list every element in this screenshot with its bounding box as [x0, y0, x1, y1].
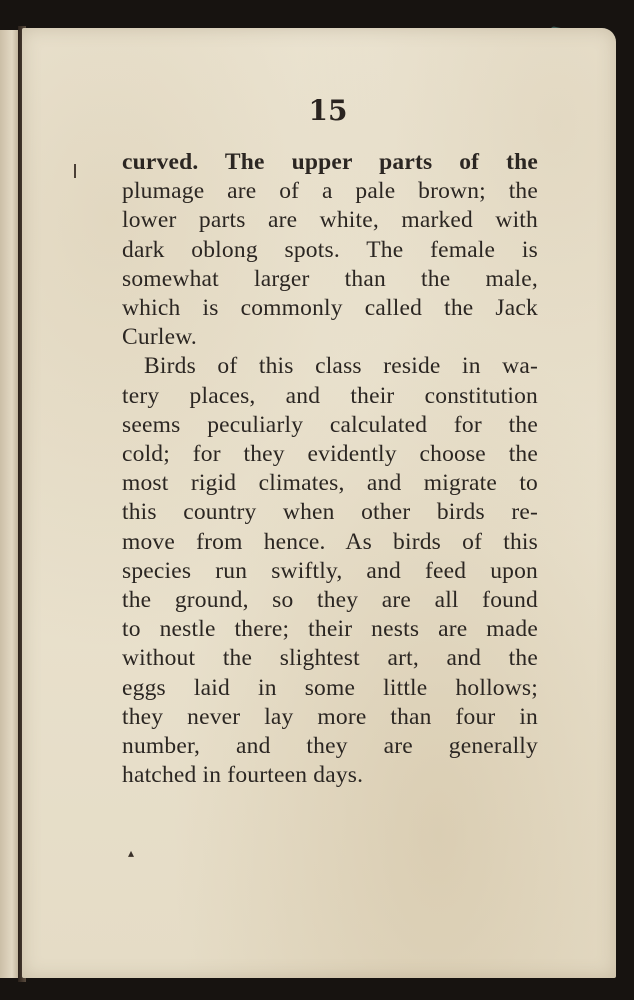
text-line: hatched in fourteen days. — [122, 762, 364, 789]
text-line: to nestle there; their nests are made — [122, 616, 538, 643]
text-line: this country when other birds re- — [122, 499, 538, 526]
text-line: dark oblong spots. The female is — [122, 236, 538, 263]
text-line: lower parts are white, marked with — [122, 207, 538, 234]
page-body-text — [122, 148, 538, 790]
margin-dot: ▴ — [128, 846, 135, 860]
text-line: eggs laid in some little hollows; — [122, 674, 538, 701]
text-line-paragraph-start: Birds of this class reside in wa- — [144, 353, 538, 380]
text-line: tery places, and their constitution — [122, 382, 538, 409]
text-line: somewhat larger than the male, — [122, 265, 538, 292]
page-number-text: 15 — [308, 94, 348, 127]
margin-mark — [74, 164, 76, 178]
text-line: species run swiftly, and feed upon — [122, 557, 538, 584]
text-line: without the slightest art, and the — [122, 645, 538, 672]
text-line: they never lay more than four in — [122, 703, 538, 730]
page-number — [22, 94, 616, 127]
text-line: Curlew. — [122, 324, 197, 351]
book-page — [22, 28, 616, 978]
text-line: most rigid climates, and migrate to — [122, 470, 538, 497]
left-page-edge — [0, 30, 20, 978]
text-line: plumage are of a pale brown; the — [122, 178, 538, 205]
text-line: seems peculiarly calculated for the — [122, 411, 538, 438]
text-line: which is commonly called the Jack — [122, 295, 538, 322]
text-line: cold; for they evidently choose the — [122, 441, 538, 468]
text-line: number, and they are generally — [122, 733, 538, 760]
text-line: the ground, so they are all found — [122, 587, 538, 614]
text-line: move from hence. As birds of this — [122, 528, 538, 555]
text-line: curved. The upper parts of the — [122, 149, 538, 175]
